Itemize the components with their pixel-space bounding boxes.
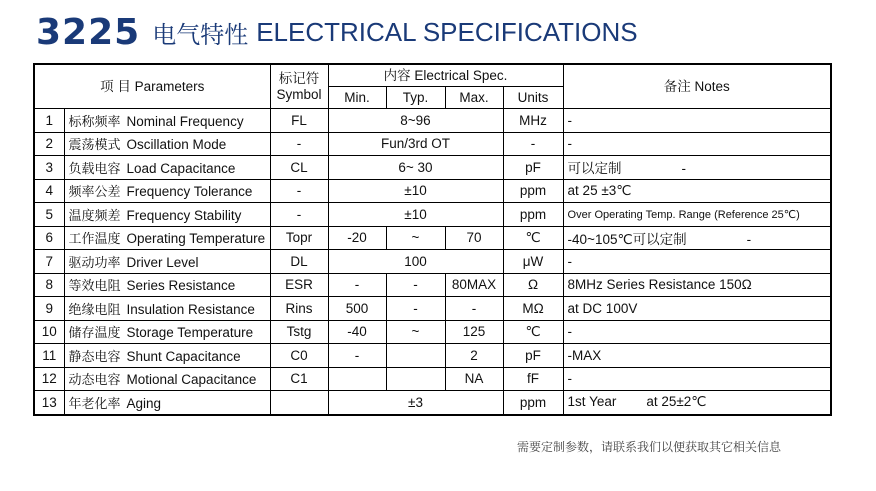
parameter-name-cn: 负载电容 bbox=[68, 161, 121, 177]
parameter-name-cn: 震荡模式 bbox=[68, 138, 121, 154]
spec-typ: - bbox=[386, 273, 445, 297]
header-typ: Typ. bbox=[386, 87, 445, 109]
units-cell: μW bbox=[503, 250, 563, 274]
notes-cell: - bbox=[563, 367, 831, 391]
parameter-name-en: Oscillation Mode bbox=[126, 137, 227, 153]
row-number: 13 bbox=[34, 391, 64, 415]
notes-text: 可以定制 bbox=[567, 161, 622, 177]
notes-cell: at 25 ±3℃ bbox=[563, 179, 831, 203]
notes-cell bbox=[563, 156, 831, 180]
row-number: 7 bbox=[34, 250, 64, 274]
row-number: 3 bbox=[34, 156, 64, 180]
parameter-name-en: Frequency Tolerance bbox=[126, 184, 253, 200]
table-row bbox=[34, 250, 831, 274]
parameter-name-en: Operating Temperature bbox=[126, 231, 266, 247]
symbol-cell: Topr bbox=[270, 226, 328, 250]
units-cell: - bbox=[503, 132, 563, 156]
units-cell: pF bbox=[503, 344, 563, 368]
parameter-name-cn: 工作温度 bbox=[68, 232, 121, 248]
notes-cell: -MAX bbox=[563, 344, 831, 368]
notes-cell bbox=[563, 226, 831, 250]
parameter-name-en: Insulation Resistance bbox=[126, 301, 255, 317]
parameter-name bbox=[64, 391, 270, 415]
spec-min: - bbox=[328, 344, 386, 368]
footer-note: 需要定制参数，请联系我们以便获取其它相关信息 bbox=[517, 440, 782, 454]
symbol-cell: DL bbox=[270, 250, 328, 274]
parameter-name bbox=[64, 344, 270, 368]
units-cell: Ω bbox=[503, 273, 563, 297]
parameter-name bbox=[64, 203, 270, 227]
header-parameters: 项 目 Parameters bbox=[34, 64, 270, 109]
table-row bbox=[34, 297, 831, 321]
row-number: 1 bbox=[34, 109, 64, 133]
header-symbol bbox=[270, 64, 328, 109]
row-number: 5 bbox=[34, 203, 64, 227]
row-number: 6 bbox=[34, 226, 64, 250]
parameter-name-en: Frequency Stability bbox=[126, 207, 242, 223]
spec-min: -20 bbox=[328, 226, 386, 250]
parameter-name-en: Shunt Capacitance bbox=[126, 348, 241, 364]
spec-table bbox=[33, 63, 832, 416]
row-number: 12 bbox=[34, 367, 64, 391]
header-min: Min. bbox=[328, 87, 386, 109]
notes-text-extra: - bbox=[746, 231, 752, 247]
parameter-name bbox=[64, 250, 270, 274]
spec-value: 6~ 30 bbox=[328, 156, 503, 180]
units-cell: ℃ bbox=[503, 320, 563, 344]
notes-text-extra: at 25±2℃ bbox=[646, 394, 707, 410]
table-row bbox=[34, 179, 831, 203]
spec-typ: ~ bbox=[386, 320, 445, 344]
header-electrical-spec: 内容 Electrical Spec. bbox=[328, 64, 563, 87]
units-cell: ppm bbox=[503, 391, 563, 415]
parameter-name-cn: 驱动功率 bbox=[68, 255, 121, 271]
spec-value: ±10 bbox=[328, 203, 503, 227]
parameter-name-cn: 动态电容 bbox=[68, 373, 121, 389]
title-english: ELECTRICAL SPECIFICATIONS bbox=[256, 16, 638, 47]
spec-typ: ~ bbox=[386, 226, 445, 250]
parameter-name-en: Load Capacitance bbox=[126, 160, 236, 176]
parameter-name bbox=[64, 320, 270, 344]
spec-max: - bbox=[445, 297, 503, 321]
units-cell: pF bbox=[503, 156, 563, 180]
spec-max: 80MAX bbox=[445, 273, 503, 297]
notes-cell: Over Operating Temp. Range (Reference 25℃) bbox=[563, 203, 831, 227]
symbol-cell: FL bbox=[270, 109, 328, 133]
table-row bbox=[34, 226, 831, 250]
symbol-cell: Rins bbox=[270, 297, 328, 321]
symbol-cell: C0 bbox=[270, 344, 328, 368]
spec-value: 8~96 bbox=[328, 109, 503, 133]
notes-cell: - bbox=[563, 132, 831, 156]
units-cell: MHz bbox=[503, 109, 563, 133]
notes-cell: at DC 100V bbox=[563, 297, 831, 321]
header-symbol-cn: 标记符 bbox=[278, 70, 320, 86]
header-units: Units bbox=[503, 87, 563, 109]
document-title bbox=[36, 10, 638, 54]
spec-min: -40 bbox=[328, 320, 386, 344]
parameter-name bbox=[64, 367, 270, 391]
parameter-name-en: Motional Capacitance bbox=[126, 372, 257, 388]
notes-cell: - bbox=[563, 320, 831, 344]
units-cell: MΩ bbox=[503, 297, 563, 321]
parameter-name-cn: 温度频差 bbox=[68, 208, 121, 224]
parameter-name bbox=[64, 273, 270, 297]
parameter-name bbox=[64, 226, 270, 250]
spec-typ bbox=[386, 367, 445, 391]
symbol-cell: C1 bbox=[270, 367, 328, 391]
notes-text: -40~105℃可以定制 bbox=[567, 231, 687, 247]
parameter-name bbox=[64, 109, 270, 133]
parameter-name-en: Aging bbox=[126, 395, 162, 411]
notes-cell: 8MHz Series Resistance 150Ω bbox=[563, 273, 831, 297]
notes-text-extra: - bbox=[681, 161, 687, 177]
header-symbol-en: Symbol bbox=[276, 86, 322, 102]
table-header-row bbox=[34, 64, 831, 87]
spec-max: 2 bbox=[445, 344, 503, 368]
table-row bbox=[34, 156, 831, 180]
notes-cell bbox=[563, 391, 831, 415]
spec-min: 500 bbox=[328, 297, 386, 321]
row-number: 2 bbox=[34, 132, 64, 156]
symbol-cell bbox=[270, 391, 328, 415]
spec-max: 125 bbox=[445, 320, 503, 344]
units-cell: ppm bbox=[503, 179, 563, 203]
parameter-name-cn: 年老化率 bbox=[68, 396, 121, 412]
symbol-cell: - bbox=[270, 203, 328, 227]
parameter-name-en: Storage Temperature bbox=[126, 325, 254, 341]
spec-max: 70 bbox=[445, 226, 503, 250]
row-number: 8 bbox=[34, 273, 64, 297]
symbol-cell: ESR bbox=[270, 273, 328, 297]
parameter-name bbox=[64, 132, 270, 156]
parameter-name-cn: 储存温度 bbox=[68, 326, 121, 342]
symbol-cell: Tstg bbox=[270, 320, 328, 344]
row-number: 9 bbox=[34, 297, 64, 321]
header-notes: 备注 Notes bbox=[563, 64, 831, 109]
spec-value: Fun/3rd OT bbox=[328, 132, 503, 156]
notes-cell: - bbox=[563, 109, 831, 133]
table-row bbox=[34, 367, 831, 391]
units-cell: ℃ bbox=[503, 226, 563, 250]
spec-typ: - bbox=[386, 297, 445, 321]
table-row bbox=[34, 320, 831, 344]
table-row bbox=[34, 273, 831, 297]
parameter-name bbox=[64, 297, 270, 321]
table-row bbox=[34, 391, 831, 415]
units-cell: fF bbox=[503, 367, 563, 391]
row-number: 4 bbox=[34, 179, 64, 203]
parameter-name-cn: 绝缘电阻 bbox=[68, 302, 121, 318]
parameter-name bbox=[64, 156, 270, 180]
symbol-cell: - bbox=[270, 179, 328, 203]
table-row bbox=[34, 109, 831, 133]
symbol-cell: - bbox=[270, 132, 328, 156]
parameter-name bbox=[64, 179, 270, 203]
spec-value: ±3 bbox=[328, 391, 503, 415]
spec-typ bbox=[386, 344, 445, 368]
row-number: 10 bbox=[34, 320, 64, 344]
table-row bbox=[34, 203, 831, 227]
parameter-name-en: Nominal Frequency bbox=[126, 113, 244, 129]
units-cell: ppm bbox=[503, 203, 563, 227]
title-chinese: 电气特性 bbox=[152, 20, 249, 49]
table-row bbox=[34, 344, 831, 368]
spec-value: 100 bbox=[328, 250, 503, 274]
table-row bbox=[34, 132, 831, 156]
parameter-name-cn: 频率公差 bbox=[68, 185, 121, 201]
notes-text: 1st Year bbox=[567, 394, 617, 410]
parameter-name-en: Driver Level bbox=[126, 254, 199, 270]
notes-cell: - bbox=[563, 250, 831, 274]
parameter-name-cn: 等效电阻 bbox=[68, 279, 121, 295]
header-max: Max. bbox=[445, 87, 503, 109]
spec-value: ±10 bbox=[328, 179, 503, 203]
parameter-name-cn: 静态电容 bbox=[68, 349, 121, 365]
spec-min: - bbox=[328, 273, 386, 297]
parameter-name-cn: 标称频率 bbox=[68, 114, 121, 130]
spec-min bbox=[328, 367, 386, 391]
row-number: 11 bbox=[34, 344, 64, 368]
symbol-cell: CL bbox=[270, 156, 328, 180]
parameter-name-en: Series Resistance bbox=[126, 278, 236, 294]
model-number: 3225 bbox=[36, 11, 141, 53]
spec-max: NA bbox=[445, 367, 503, 391]
